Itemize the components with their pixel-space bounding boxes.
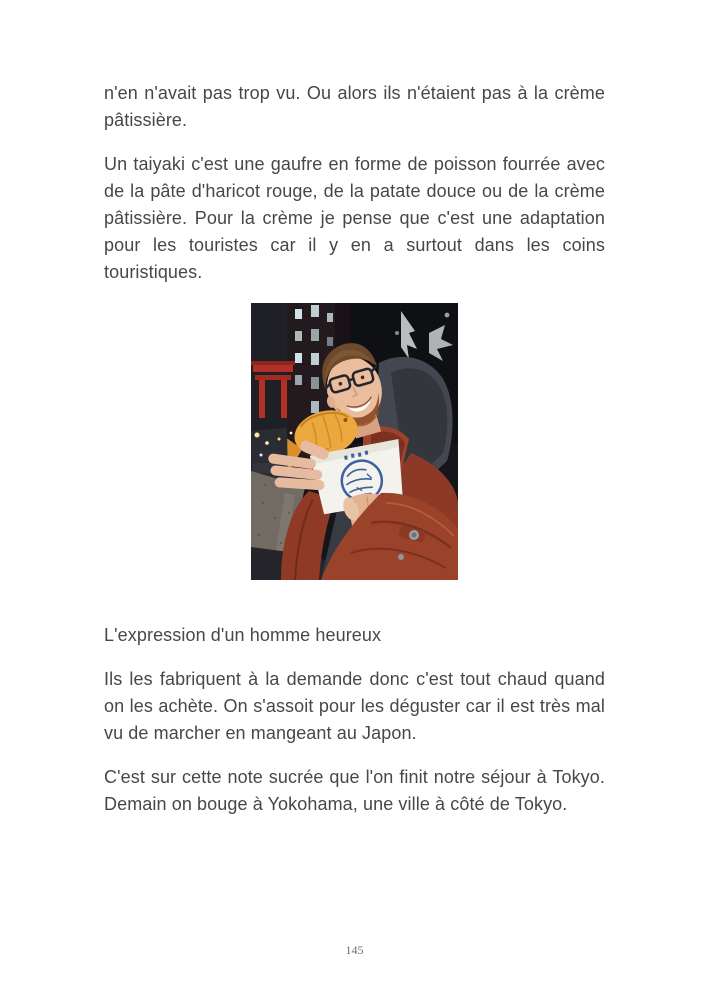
photo-taiyaki xyxy=(251,303,458,580)
body-paragraph: n'en n'avait pas trop vu. Ou alors ils n'étaient pas à la crème pâtissière. xyxy=(104,83,605,130)
body-paragraph: Un taiyaki c'est une gaufre en forme de poisson fourrée avec de la pâte d'haricot rouge, de la patate douce ou de la crème pâtissière. Pour la crème je pense que c'est une adaptation pour les touristes car il y en a surtout dans les coins touristiques. xyxy=(104,154,605,282)
photo-caption: L'expression d'un homme heureux xyxy=(104,625,382,645)
page-number: 145 xyxy=(345,943,364,957)
body-paragraph: C'est sur cette note sucrée que l'on finit notre séjour à Tokyo. Demain on bouge à Yokohama, une ville à côté de Tokyo. xyxy=(104,767,605,814)
page-footer xyxy=(0,941,709,959)
body-paragraph: Ils les fabriquent à la demande donc c'est tout chaud quand on les achète. On s'assoit pour les déguster car il est très mal vu de marcher en mangeant au Japon. xyxy=(104,669,605,743)
taiyaki-photo-illustration xyxy=(251,303,458,580)
